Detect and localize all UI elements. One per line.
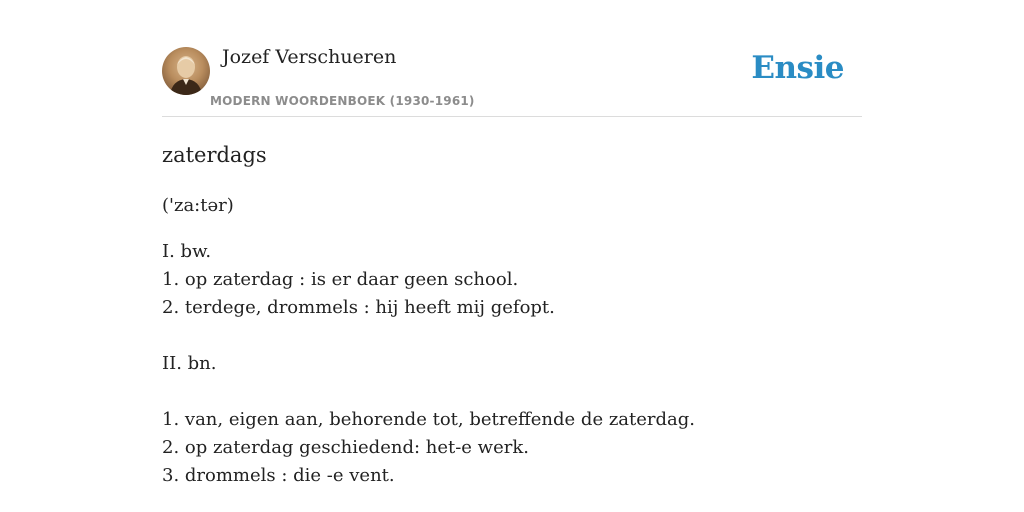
source-label[interactable]: MODERN WOORDENBOEK (1930-1961) (210, 94, 475, 108)
definition-spacer (162, 378, 862, 406)
definition-line: 1. van, eigen aan, behorende tot, betreffende de zaterdag. (162, 409, 696, 430)
definition-line: 1. op zaterdag : is er daar geen school. (162, 269, 519, 290)
author-name[interactable]: Jozef Verschueren (222, 46, 397, 68)
entry-content (162, 140, 862, 490)
header (162, 44, 862, 117)
definition-line: I. bw. (162, 241, 212, 262)
definition-line: 2. op zaterdag geschiedend: het-e werk. (162, 437, 529, 458)
definition-line: II. bn. (162, 353, 217, 374)
author-avatar[interactable] (162, 47, 210, 95)
ensie-logo[interactable]: Ensie (751, 50, 844, 86)
entry-headword: zaterdags (162, 143, 267, 167)
entry-definition (162, 238, 862, 490)
definition-line: 3. drommels : die -e vent. (162, 465, 395, 486)
entry-pronunciation: ('za:tər) (162, 195, 234, 216)
portrait-image (162, 47, 210, 95)
definition-spacer (162, 322, 862, 350)
definition-line: 2. terdege, drommels : hij heeft mij gefopt. (162, 297, 555, 318)
